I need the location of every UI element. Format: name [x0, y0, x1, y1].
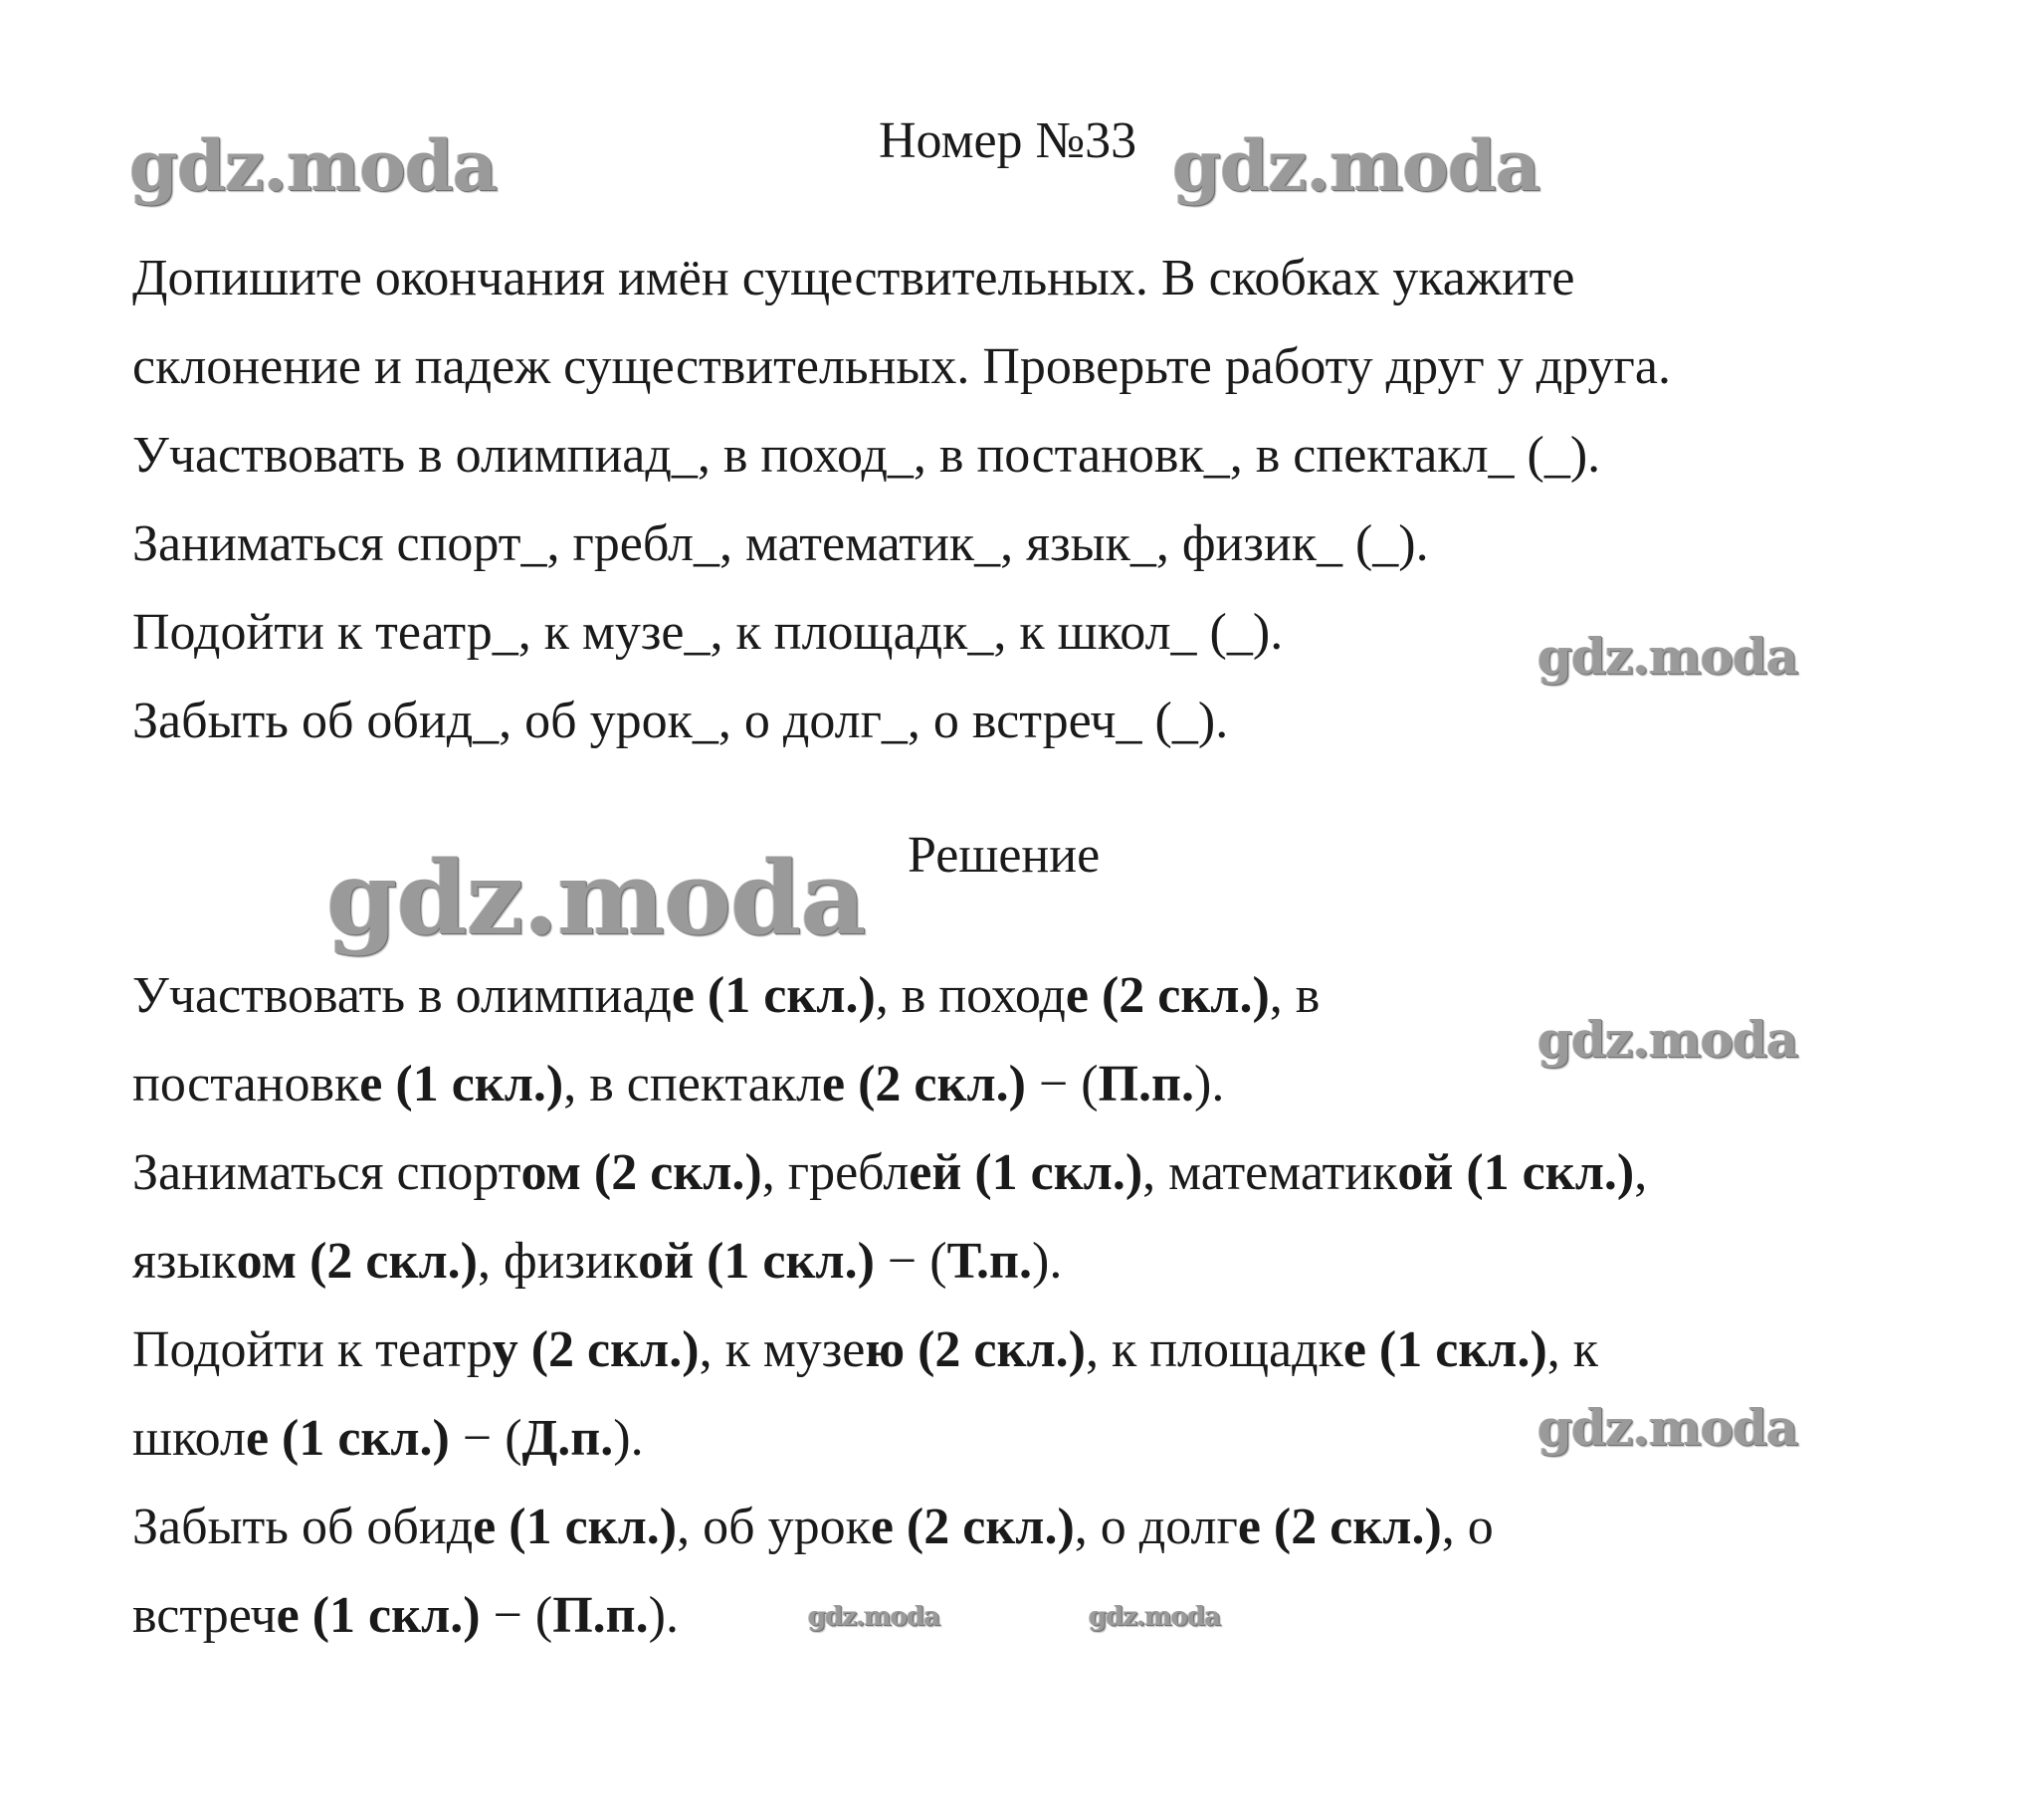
text-segment: ,: [1634, 1144, 1648, 1201]
text-segment-bold: ей (1 скл.): [909, 1144, 1143, 1201]
text-segment-bold: е (2 скл.): [822, 1056, 1026, 1112]
watermark: gdz.moda: [1537, 1398, 1798, 1457]
text-segment-bold: ой (1 скл.): [638, 1233, 875, 1290]
text-segment-bold: е (1 скл.): [671, 967, 876, 1024]
watermark: gdz.moda: [1537, 1010, 1798, 1069]
text-segment: ).: [1032, 1233, 1063, 1290]
text-segment-bold: е (1 скл.): [276, 1587, 481, 1644]
task-line: [132, 411, 1924, 500]
text-segment-bold: е (1 скл.): [245, 1410, 450, 1467]
watermark: gdz.moda: [1089, 1602, 1221, 1632]
text-segment: Забыть об обид_, об урок_, о долг_, о встреч_ (_).: [132, 693, 1229, 749]
text-segment: − (: [449, 1410, 522, 1467]
text-segment: , в спектакл: [563, 1056, 823, 1112]
text-segment: Подойти к театр_, к музе_, к площадк_, к школ_ (_).: [132, 604, 1284, 661]
text-segment-bold: у (2 скл.): [492, 1321, 700, 1378]
text-segment: , об урок: [677, 1499, 871, 1555]
solution-line: [132, 1128, 1924, 1217]
text-segment: , о: [1441, 1499, 1494, 1555]
text-segment: Допишите окончания имён существительных. В скобках укажите: [132, 250, 1575, 306]
text-segment: язык: [132, 1233, 237, 1290]
text-segment-bold: П.п.: [1098, 1056, 1195, 1112]
text-segment-bold: Т.п.: [946, 1233, 1033, 1290]
task-line: [132, 500, 1924, 588]
text-segment: Участвовать в олимпиад: [132, 967, 672, 1024]
watermark: gdz.moda: [1537, 627, 1798, 686]
text-segment: , в: [1269, 967, 1321, 1024]
text-segment: , о долг: [1074, 1499, 1238, 1555]
task-line: [132, 322, 1924, 411]
watermark: gdz.moda: [1172, 124, 1540, 207]
solution-line: [132, 1217, 1924, 1306]
watermark: gdz.moda: [808, 1602, 940, 1632]
solution-line: [132, 1483, 1924, 1571]
solution-line: [132, 1306, 1924, 1394]
text-segment: − (: [874, 1233, 947, 1290]
text-segment-bold: е (2 скл.): [1237, 1499, 1442, 1555]
text-segment: , к музе: [699, 1321, 866, 1378]
solution-title: Решение: [908, 827, 1101, 884]
text-segment: , гребл: [761, 1144, 910, 1201]
text-segment: Участвовать в олимпиад_, в поход_, в постановк_, в спектакл_ (_).: [132, 427, 1601, 484]
text-segment-bold: е (1 скл.): [359, 1056, 564, 1112]
text-segment-bold: е (1 скл.): [1342, 1321, 1547, 1378]
text-segment: Заниматься спорт: [132, 1144, 521, 1201]
text-segment-bold: е (2 скл.): [870, 1499, 1075, 1555]
text-segment-bold: ой (1 скл.): [1397, 1144, 1635, 1201]
text-segment: ).: [613, 1410, 644, 1467]
text-segment: , физик: [477, 1233, 639, 1290]
text-segment-bold: ю (2 скл.): [865, 1321, 1086, 1378]
watermark: gdz.moda: [129, 124, 498, 207]
text-segment: Забыть об обид: [132, 1499, 474, 1555]
text-segment: ).: [1194, 1056, 1225, 1112]
watermark: gdz.moda: [326, 839, 866, 958]
text-segment: постановк: [132, 1056, 360, 1112]
text-segment: Заниматься спорт_, гребл_, математик_, язык_, физик_ (_).: [132, 515, 1429, 572]
text-segment: , математик: [1142, 1144, 1398, 1201]
text-segment: , к площадк: [1085, 1321, 1343, 1378]
text-segment: ).: [648, 1587, 679, 1644]
task-line: [132, 677, 1924, 765]
text-segment: , в поход: [875, 967, 1066, 1024]
text-segment-bold: е (1 скл.): [473, 1499, 678, 1555]
text-segment: Подойти к театр: [132, 1321, 493, 1378]
text-segment: − (: [480, 1587, 553, 1644]
task-line: [132, 234, 1924, 322]
text-segment: склонение и падеж существительных. Проверьте работу друг у друга.: [132, 338, 1671, 395]
text-segment: , к: [1546, 1321, 1599, 1378]
text-segment-bold: ом (2 скл.): [520, 1144, 762, 1201]
text-segment-bold: П.п.: [552, 1587, 649, 1644]
text-segment: − (: [1025, 1056, 1099, 1112]
text-segment-bold: е (2 скл.): [1065, 967, 1270, 1024]
text-segment: встреч: [132, 1587, 277, 1644]
text-segment: школ: [132, 1410, 246, 1467]
text-segment-bold: ом (2 скл.): [236, 1233, 478, 1290]
task-title: Номер №33: [879, 112, 1137, 169]
solution-line: [132, 1571, 1924, 1660]
text-segment-bold: Д.п.: [521, 1410, 614, 1467]
